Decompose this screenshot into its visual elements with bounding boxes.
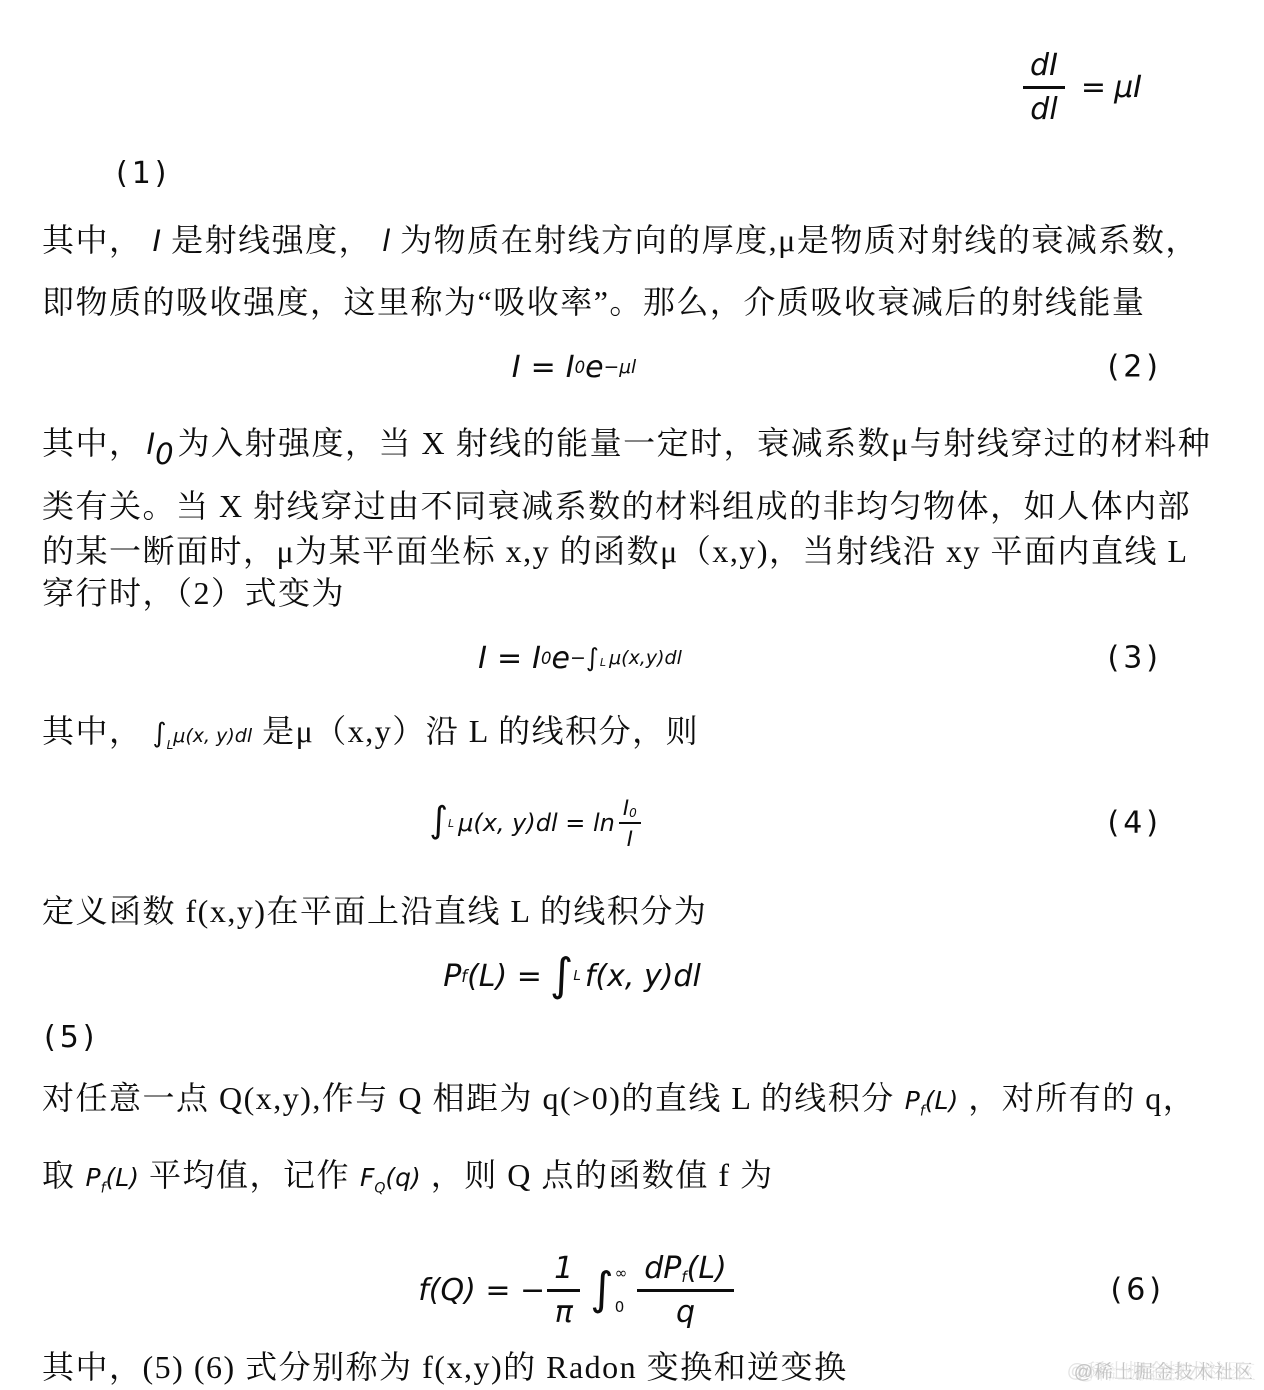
equation-5 — [443, 947, 701, 1001]
eq1-equals: = — [1080, 70, 1107, 105]
inline-FQ-arg: (q) — [385, 1163, 421, 1192]
paragraph-5-line-2 — [42, 1156, 774, 1197]
eq6-integral — [590, 1261, 628, 1316]
eq4-middle: μ(x, y)dl = ln — [458, 809, 615, 837]
eq5-rest: f(x, y)dl — [584, 958, 701, 994]
math-var-I: I — [152, 224, 162, 258]
equation-5-label: (5) — [44, 1020, 99, 1055]
eq2-I0: I — [565, 349, 575, 385]
text-segment: 是射线强度， — [171, 222, 373, 258]
math-var-l: l — [382, 224, 391, 258]
paragraph-2-line-4: 穿行时，（2）式变为 — [42, 575, 346, 611]
eq5-middle: (L) = — [467, 958, 542, 994]
eq5-integral-icon: ∫ — [549, 947, 574, 1001]
eq2-equals: = — [530, 349, 556, 385]
inline-integral-icon: ∫ — [152, 718, 167, 749]
eq6-dP: dP — [644, 1250, 682, 1286]
equation-1 — [1015, 48, 1142, 127]
text-segment: 对任意一点 Q(x,y),作与 Q 相距为 q(>0)的直线 L 的线积分 — [42, 1080, 895, 1116]
eq1-rhs: μI — [1114, 70, 1142, 105]
eq3-sub0: 0 — [541, 648, 552, 668]
text-segment: 其中， — [42, 425, 143, 461]
eq6-integral-limits — [615, 1264, 628, 1316]
math-var-I0: I — [146, 427, 156, 461]
equation-1-label: (1) — [116, 156, 171, 191]
eq6-num-1: 1 — [547, 1251, 580, 1292]
equation-6-row — [0, 1240, 1264, 1340]
paragraph-2-line-2: 类有关。当 X 射线穿过由不同衰减系数的材料组成的非均匀物体，如人体内部 — [42, 488, 1192, 524]
watermark: @稀土掘金技术社区 — [1073, 1362, 1254, 1383]
eq1-numerator: dI — [1030, 48, 1058, 83]
paragraph-6-line-1: 其中，(5) (6) 式分别称为 f(x,y)的 Radon 变换和逆变换 — [42, 1349, 848, 1385]
eq6-dPf-over-q — [637, 1251, 734, 1330]
eq3-e: e — [551, 640, 570, 676]
inline-Pf-sub: f — [100, 1180, 106, 1197]
paragraph-5-line-1 — [42, 1079, 1196, 1120]
paragraph-3-line-1 — [42, 712, 699, 753]
equation-2-label: (2) — [1107, 349, 1162, 385]
eq6-den-q: q — [675, 1294, 696, 1330]
paragraph-1-line-1 — [42, 221, 1199, 259]
equation-4 — [429, 796, 644, 851]
eq6-integral-sub: 0 — [614, 1298, 625, 1316]
eq5-P: P — [443, 958, 462, 994]
inline-FQ-sub: Q — [374, 1180, 386, 1197]
inline-integrand: μ(x, y)dl — [173, 725, 253, 747]
eq3-exp-integral-sub: L — [599, 656, 607, 670]
eq6-L-arg: (L) — [686, 1250, 727, 1286]
eq1-fraction — [1023, 48, 1065, 127]
equation-6-label: (6) — [1110, 1272, 1165, 1308]
math-var-I0-sub: 0 — [155, 437, 174, 472]
eq2-e: e — [585, 349, 604, 385]
eq4-integral-icon: ∫ — [429, 800, 449, 841]
eq6-lhs: f(Q) = − — [418, 1272, 546, 1308]
eq6-den-pi: π — [554, 1294, 573, 1330]
eq6-one-over-pi — [547, 1251, 580, 1330]
paragraph-2-line-1 — [42, 424, 1211, 472]
eq6-dP-sub: f — [681, 1267, 687, 1286]
inline-FQ: F — [359, 1163, 375, 1192]
text-segment: 其中， — [42, 222, 143, 258]
inline-Pf: P — [85, 1163, 101, 1192]
eq3-exp-minus: − — [569, 646, 586, 669]
eq2-I: I — [511, 349, 521, 385]
equation-2 — [512, 350, 636, 385]
text-segment: 平均值，记作 — [148, 1157, 350, 1193]
text-segment: 取 — [42, 1157, 76, 1193]
eq4-num-I: I — [622, 795, 630, 820]
text-segment: 为物质在射线方向的厚度,μ是物质对射线的衰减系数， — [400, 222, 1199, 258]
paragraph-2-line-3: 的某一断面时，μ为某平面坐标 x,y 的函数μ（x,y)，当射线沿 xy 平面内直线 L — [42, 533, 1189, 569]
text-segment: 是μ（x,y）沿 L 的线积分，则 — [262, 713, 700, 749]
eq4-fraction — [619, 796, 641, 851]
eq5-integral-sub: L — [573, 968, 581, 984]
eq6-integral-sup: ∞ — [614, 1264, 628, 1282]
eq1-denominator: dl — [1030, 92, 1058, 127]
inline-Pf-sub: f — [919, 1103, 925, 1120]
eq3-exp-rest: μ(x,y)dl — [609, 646, 682, 669]
equation-3 — [478, 641, 682, 676]
eq4-den-I: I — [626, 826, 633, 851]
eq2-exponent: −μl — [603, 356, 637, 378]
text-segment: ，对所有的 q， — [968, 1080, 1197, 1116]
equation-3-row — [0, 618, 1264, 698]
inline-Pf: P — [904, 1086, 920, 1115]
eq3-exponent — [569, 642, 682, 672]
equation-5-row — [0, 946, 1264, 1006]
inline-Pf-arg: (L) — [105, 1163, 139, 1192]
equation-2-row — [0, 336, 1264, 398]
text-segment: ，则 Q 点的函数值 f 为 — [430, 1157, 774, 1193]
text-segment: 为入射强度，当 X 射线的能量一定时，衰减系数μ与射线穿过的材料种 — [177, 425, 1212, 461]
equation-3-label: (3) — [1107, 640, 1162, 676]
inline-integral-sub: L — [166, 738, 174, 753]
text-segment: 其中， — [42, 713, 143, 749]
eq4-integral-sub: L — [448, 816, 455, 830]
inline-Pf-arg: (L) — [924, 1086, 959, 1115]
eq3-I0: I — [532, 640, 541, 676]
eq5-P-sub: f — [461, 966, 468, 986]
eq3-equals: = — [497, 640, 523, 676]
paragraph-4-line-1: 定义函数 f(x,y)在平面上沿直线 L 的线积分为 — [42, 893, 708, 929]
eq2-sub0: 0 — [574, 357, 586, 377]
eq6-integral-icon: ∫ — [590, 1261, 614, 1315]
equation-4-row — [0, 786, 1264, 860]
equation-6 — [418, 1251, 742, 1330]
equation-4-label: (4) — [1107, 805, 1162, 841]
eq3-exp-integral-icon: ∫ — [585, 642, 599, 672]
eq4-num-sub0: 0 — [629, 805, 637, 820]
paragraph-1-line-2: 即物质的吸收强度，这里称为“吸收率”。那么，介质吸收衰减后的射线能量 — [42, 284, 1146, 320]
eq6-num-dPfL — [637, 1251, 734, 1292]
eq3-I: I — [478, 640, 487, 676]
